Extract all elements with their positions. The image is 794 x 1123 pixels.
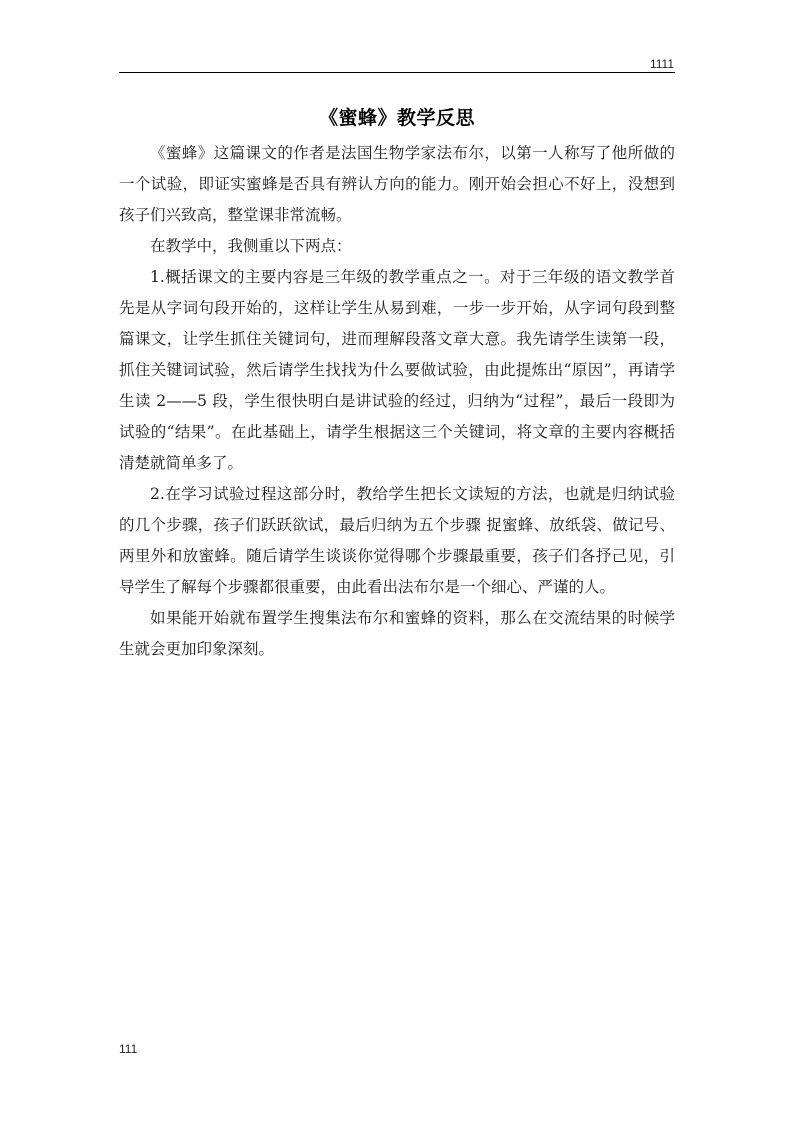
document-body xyxy=(119,138,675,665)
paragraph-intro: 《蜜蜂》这篇课文的作者是法国生物学家法布尔，以第一人称写了他所做的一个试验，即证实蜜蜂是否具有辨认方向的能力。刚开始会担心不好上，没想到孩子们兴致高，整堂课非常流畅。 xyxy=(119,144,675,224)
paragraph-point-2: 2.在学习试验过程这部分时，教给学生把长文读短的方法，也就是归纳试验的几个步骤，孩子们跃跃欲试，最后归纳为五个步骤 捉蜜蜂、放纸袋、做记号、两里外和放蜜蜂。随后请学生谈谈你觉得哪个步骤最重要，孩子们各抒己见，引导学生了解每个步骤都很重要，由此看出法布尔是一个细心、严谨的人。 xyxy=(119,485,675,596)
paragraph-point-1: 1.概括课文的主要内容是三年级的教学重点之一。对于三年级的语文教学首先是从字词句段开始的，这样让学生从易到难，一步一步开始，从字词句段到整篇课文，让学生抓住关键词句，进而理解段落文章大意。我先请学生读第一段，抓住关键词试验，然后请学生找找为什么要做试验，由此提炼出“原因”，再请学生读 2——5 段，学生很快明白是讲试验的经过，归纳为“过程”，最后一段即为试验的“结果”。在此基础上，请学生根据这三个关键词，将文章的主要内容概括清楚就简单多了。 xyxy=(119,268,675,472)
header-page-number: 1111 xyxy=(649,57,674,71)
header-divider xyxy=(119,72,675,73)
document-title: 《蜜蜂》教学反思 xyxy=(318,107,475,129)
paragraph-focus: 在教学中，我侧重以下两点： xyxy=(150,237,352,255)
paragraph-conclusion: 如果能开始就布置学生搜集法布尔和蜜蜂的资料，那么在交流结果的时候学生就会更加印象深刻。 xyxy=(119,609,675,658)
footer-page-number: 111 xyxy=(119,1042,138,1056)
